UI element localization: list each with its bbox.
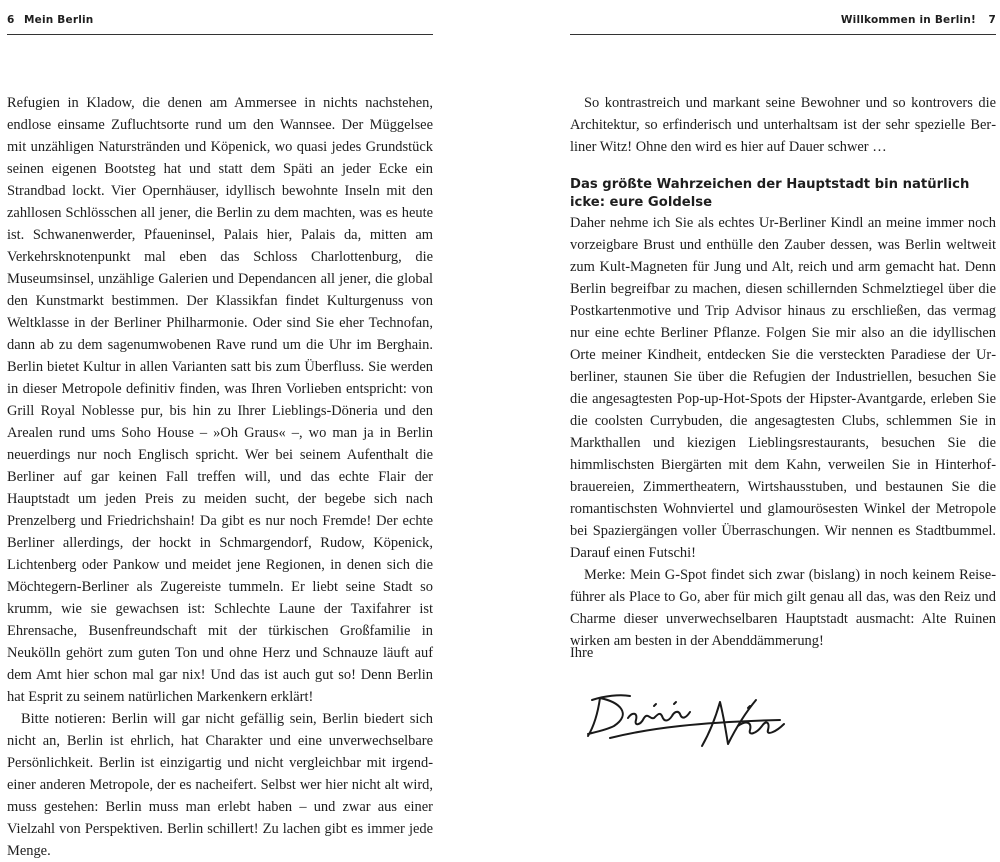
right-page xyxy=(570,0,996,800)
paragraph: Refugien in Kladow, die denen am Ammersee in nichts nachstehen, endlose einsame Zufluchtsorte rund um den Wannsee. Der Müggelsee mit unzähligen Naturstränden und Köpenick, wo quasi jedes Grundstück seinen eigenen Bootsteg hat und statt dem Späti an jeder Ecke ein Strandbad lockt. Vier Opernhäuser, idyllisch bewohnte Inseln mit den zahllosen Schlösschen all jener, die Berlin zu dem machten, was es heute ist. Schwanenwerder, Pfaueninsel, Palais hier, Palais da, mitten am Verkehrsknotenpunkt mal eben das Schloss Charlottenburg, die Museumsinsel, unzählige Galerien und Dependancen all jener, die global den Kunstmarkt bestimmen. Der Klassikfan findet Kulturgenuss von Weltklasse in der Berliner Philharmonie. Oder sind Sie eher Technofan, dann ab zu dem sagenumwobenen Rave rund um die Uhr im Berghain. Berlin bietet Kultur in allen Varianten satt bis zum Überfluss. Sie werden in dieser Metropole definitiv finden, was Ihren Vorlieben entspricht: von Grill Royal Noblesse pur, bis hin zu Ihrer Lieblings-Döneria und den Arealen rund ums Soho House – »Oh Graus« –, wo man ja in Berlin neuerdings nur noch Englisch spricht. Wer bei seinem Aufenthalt die Berliner auf gar keinen Fall treffen will, und das echte Flair der Hauptstadt um jeden Preis zu meiden sucht, der begebe sich nach Prenzelberg und Friedrichshain! Da gibt es nur noch Fremde! Der echte Berliner allerdings, der hockt in Schmargendorf, Rudow, Köpenick, Lichtenberg oder Pankow und meidet jene Regionen, in denen sich die Möchtegern-Berliner als Zugereiste tummeln. Er liebt seine Stadt so krumm, wie sie gewachsen ist: Schlechte Laune der Taxifahrer ist Ehrensache, Busenfreundschaft mit der türkischen Großfamilie in Neukölln gehört zum guten Ton und ohne Herz und Schnauze läuft auf dem Amt hier schon mal gar nix! Und das ist auch gut so! Denn Berlin hat Esprit zu seinem natürlichen Markenkern erklärt! xyxy=(7,95,433,705)
page-number: 6 xyxy=(7,14,15,26)
paragraph: So kontrastreich und markant seine Bewohner und so kontrovers die Architektur, so erfinderisch und unterhaltsam ist der sehr spezielle Berliner Witz! Ohne den wird es hier auf Dauer schwer … xyxy=(570,95,996,155)
paragraph: Daher nehme ich Sie als echtes Ur-Berliner Kindl an meine immer noch vorzeigbare Brust und enthülle den Zauber dessen, was Berlin weltweit zum Kult-Magneten für Jung und Alt, reich und arm gemacht hat. Denn Berlin begreifbar zu machen, diesen schillernden Schmelztiegel über die Postkartenmotive und Trip Advisor hinaus zu erschließen, das vermag nur eine echte Berliner Pflanze. Folgen Sie mir also an die idyllischen Orte meiner Kindheit, entdecken Sie die versteckten Paradiese der Urberliner, staunen Sie über die Refugien der Industriellen, besuchen Sie die angesagtesten Pop-up-Hot-Spots der Hipster-Avantgarde, erleben Sie die coolsten Currybuden, die angesagtesten Clubs, schlemmen Sie in Markthallen und kiezigen Lieblingsrestaurants, besuchen Sie die himmlischsten Biergärten mit dem Kahn, verweilen Sie in Hinterhofbrauereien, Zimmertheatern, Wirtshausstuben, und bestaunen Sie die romantischsten Wohnviertel und glamourösesten Winkel der Metropole bei Spaziergängen voller Überraschungen. Wir nennen es Stadtbummel. Darauf einen Futschi! xyxy=(570,215,996,561)
running-header-left xyxy=(7,12,433,35)
section-heading-block xyxy=(570,176,996,212)
right-body-text xyxy=(570,212,996,652)
paragraph: Merke: Mein G-Spot findet sich zwar (bislang) in noch keinem Reiseführer als Place to Go, aber für mich gilt genau all das, was den Reiz und Charme dieser unverwechselbaren Hauptstadt ausmacht: Alte Ruinen wirken am besten in der Abenddämmerung! xyxy=(570,567,996,649)
left-page xyxy=(7,0,433,859)
running-title: Mein Berlin xyxy=(24,14,94,26)
running-title: Willkommen in Berlin! xyxy=(840,14,976,26)
running-header-right xyxy=(570,12,996,35)
paragraph: Bitte notieren: Berlin will gar nicht gefällig sein, Berlin biedert sich nicht an, Berlin ist ehrlich, hat Charakter und eine unverwechselbare Persönlichkeit. Berlin ist einzigartig und nicht vergleichbar mit irgendeiner anderen Metropole, der es nacheifert. Selbst wer hier nicht alt wird, muss gestehen: Berlin muss man erlebt haben – und zwar aus einer Vielzahl von Perspektiven. Berlin schillert! Zu lachen gibt es immer jede Menge. xyxy=(7,711,433,859)
left-body-text xyxy=(7,92,433,862)
section-heading: Das größte Wahrzeichen der Hauptstadt bin natürlich icke: eure Goldelse xyxy=(570,177,970,210)
signature-image xyxy=(570,672,810,762)
page-number: 7 xyxy=(988,14,996,26)
closing-salutation: Ihre xyxy=(570,645,594,661)
right-intro-text xyxy=(570,92,996,158)
